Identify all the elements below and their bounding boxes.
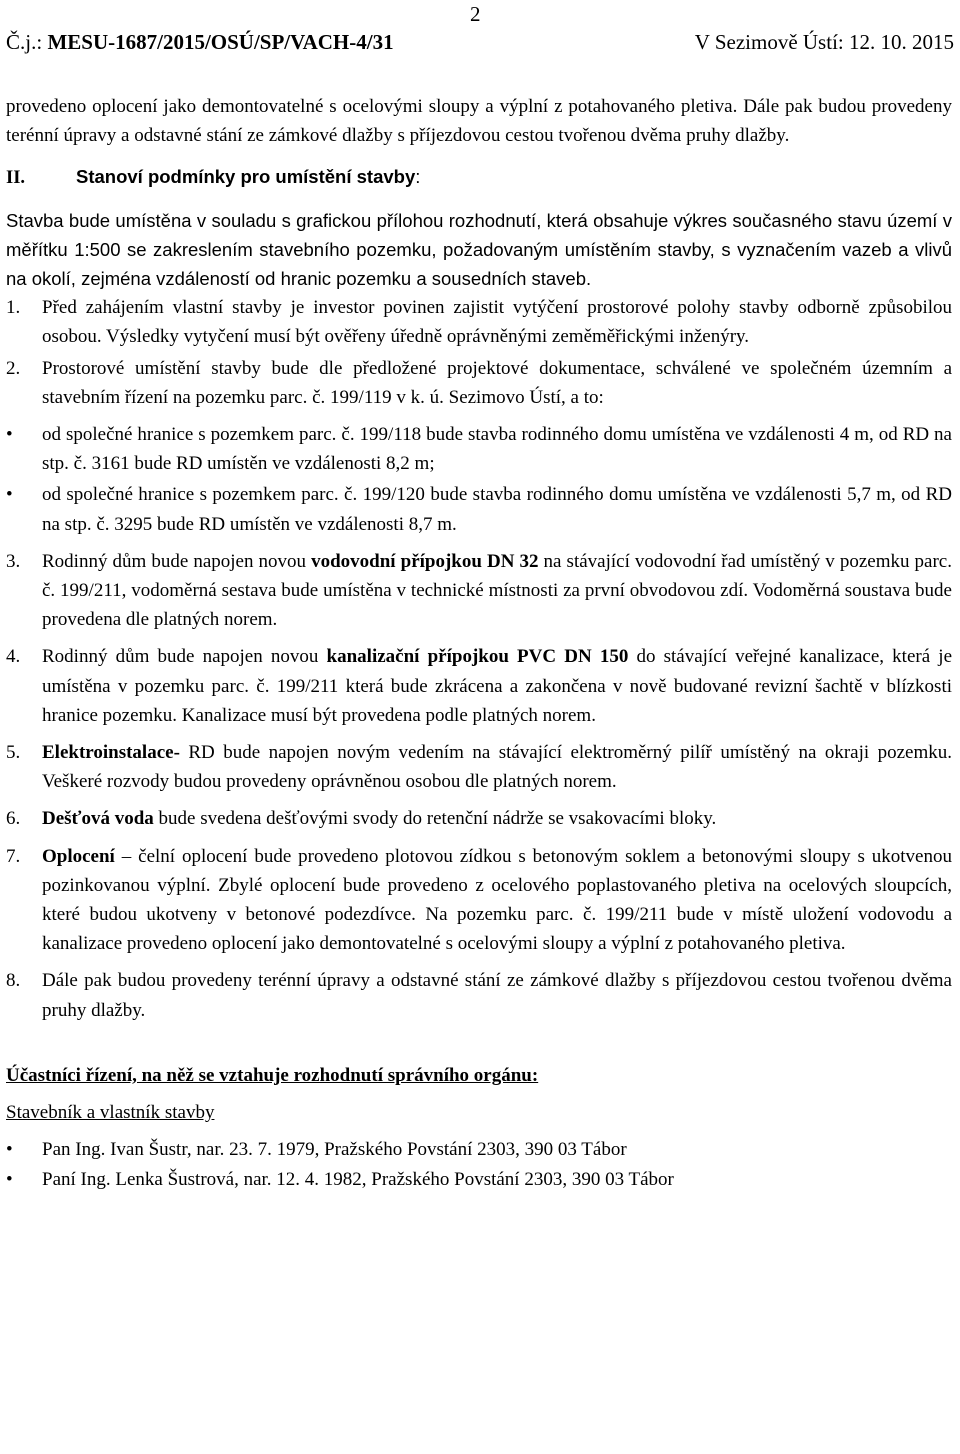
bullet-item: • od společné hranice s pozemkem parc. č. 199/120 bude stavba rodinného domu umístěna ve vzdálenosti 5,7 m, od RD na stp. č. 3295 bude RD umístěn ve vzdálenosti 8,7 m.	[6, 480, 952, 538]
condition-item: 1. Před zahájením vlastní stavby je investor povinen zajistit vytýčení prostorové polohy stavby odborně způsobilou osobou. Výsledky vytyčení musí být ověřeny úředně oprávněnými zeměměřickými inženýry.	[6, 297, 952, 348]
condition-item: 2. Prostorové umístění stavby bude dle předložené projektové dokumentace, schválené ve společném územním a stavebním řízení na pozemku parc. č. 199/119 v k. ú. Sezimovo Ústí, a to:	[6, 357, 952, 408]
condition-item: 7. Oplocení – čelní oplocení bude provedeno plotovou zídkou s betonovým soklem a betonovými sloupy s ukotvenou pozinkovanou výplní. Zbylé oplocení bude provedeno z ocelového poplastovaného pletiva na ocelových sloupcích, které budou ukotveny v betonové podezdívce. Na pozemku parc. č. 199/211 bude v místě uložení vodovodu a kanalizace provedeno oplocení jako demontovatelné s ocelovými sloupy a výplní z potahovaného pletiva.	[6, 845, 952, 955]
parties-heading: Účastníci řízení, na něž se vztahuje rozhodnutí správního orgánu:	[6, 1064, 539, 1086]
section-text: Stavba bude umístěna v souladu s grafickou přílohou rozhodnutí, která obsahuje výkres současného stavu území v měřítku 1:500 se zakreslením stavebního pozemku, požadovaným umístěním stavby, s vyznačením vazeb a vlivů na okolí, zejména vzdáleností od hranic pozemku a sousedních staveb.	[6, 209, 952, 290]
condition-item: 4. Rodinný dům bude napojen novou kanalizační přípojkou PVC DN 150 do stávající veřejné kanalizace, která je umístěna v pozemku parc. č. 199/211 která bude zkrácena a zakončena v nově budované revizní šachtě v blízkosti hranice pozemku. Kanalizace musí být provedena podle platných norem.	[6, 646, 953, 726]
reference-label: Č.j.:	[6, 30, 43, 54]
bold-term: Elektroinstalace-	[42, 742, 180, 764]
bold-term: vodovodní přípojkou DN 32	[311, 550, 539, 572]
bullet-icon: •	[6, 424, 13, 446]
bullet-icon: •	[6, 1168, 13, 1190]
bullet-item: • od společné hranice s pozemkem parc. č. 199/118 bude stavba rodinného domu umístěna ve vzdálenosti 4 m, od RD na stp. č. 3161 bude RD umístěn ve vzdálenosti 8,2 m;	[6, 420, 952, 478]
condition-item: 5. Elektroinstalace- RD bude napojen novým vedením na stávající elektroměrný pilíř umístěný na okraji pozemku. Veškeré rozvody budou provedeny oprávněnou osobou dle platných norem.	[6, 742, 952, 793]
page-number: 2	[470, 2, 481, 26]
bold-term: Oplocení	[42, 845, 115, 867]
reference	[6, 30, 394, 55]
party-item: • Paní Ing. Lenka Šustrová, nar. 12. 4. 1982, Pražského Povstání 2303, 390 03 Tábor	[6, 1165, 952, 1194]
bullet-icon: •	[6, 1139, 13, 1161]
reference-number: MESU-1687/2015/OSÚ/SP/VACH-4/31	[47, 30, 394, 54]
parties-subheading: Stavebník a vlastník stavby	[6, 1102, 215, 1124]
section-heading: II. Stanoví podmínky pro umístění stavby:	[6, 162, 952, 193]
bold-term: Dešťová voda	[42, 808, 154, 830]
condition-item: 6. Dešťová voda bude svedena dešťovými svody do retenční nádrže se vsakovacími bloky.	[6, 808, 717, 830]
bullet-icon: •	[6, 484, 13, 506]
bold-term: kanalizační přípojkou PVC DN 150	[326, 646, 629, 668]
intro-paragraph: provedeno oplocení jako demontovatelné s ocelovými sloupy a výplní z potahovaného pletiva. Dále pak budou provedeny terénní úpravy a odstavné stání ze zámkové dlažby s příjezdovou cestou tvořenou dvěma pruhy dlažby.	[6, 96, 952, 147]
document-body	[6, 92, 952, 1194]
section-title: Stanoví podmínky pro umístění stavby	[76, 166, 416, 188]
condition-item: 3. Rodinný dům bude napojen novou vodovodní přípojkou DN 32 na stávající vodovodní řad umístěný v pozemku parc. č. 199/211, vodoměrná sestava bude umístěna v technické místnosti za první obvodovou zdí. Vodoměrná soustava bude provedena dle platných norem.	[6, 550, 952, 631]
condition-item: 8. Dále pak budou provedeny terénní úpravy a odstavné stání ze zámkové dlažby s příjezdovou cestou tvořenou dvěma pruhy dlažby.	[6, 970, 952, 1021]
place-date: V Sezimově Ústí: 12. 10. 2015	[694, 30, 954, 54]
section-number: II.	[6, 168, 26, 189]
party-item: • Pan Ing. Ivan Šustr, nar. 23. 7. 1979, Pražského Povstání 2303, 390 03 Tábor	[6, 1135, 952, 1164]
document-header	[6, 30, 954, 55]
